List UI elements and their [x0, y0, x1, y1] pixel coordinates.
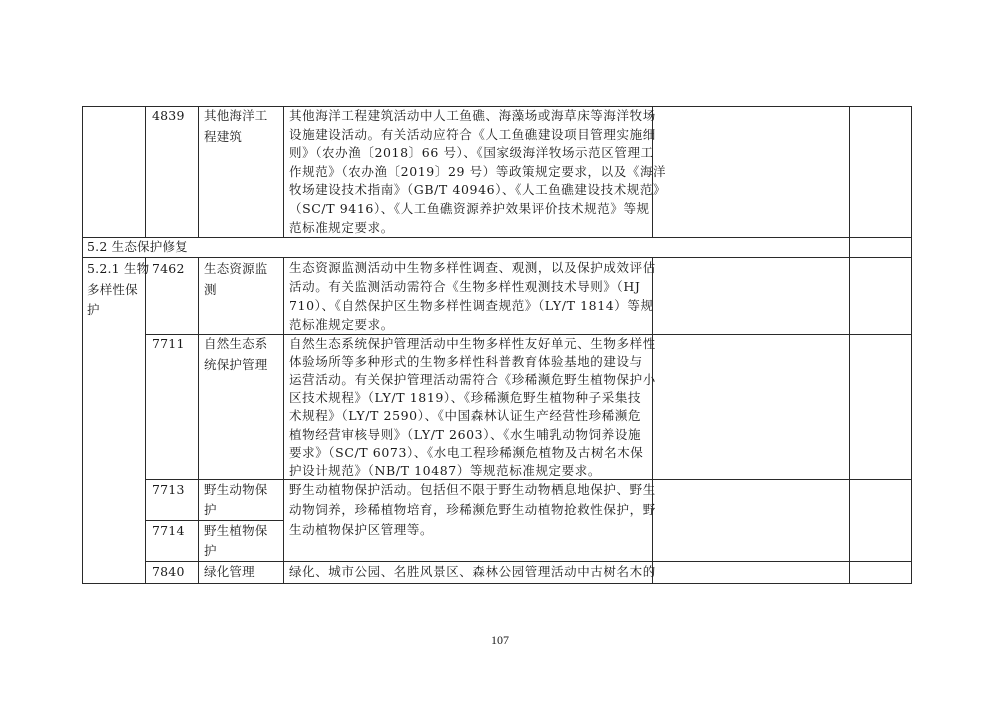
table-rule [849, 106, 850, 584]
industry-name: 自然生态系 [204, 336, 268, 351]
subsection-heading: 5.2.1 生物 [87, 261, 150, 276]
description-line: 则》（农办渔〔2018〕66 号）、《国家级海洋牧场示范区管理工 [289, 145, 654, 161]
description-line: 范标准规定要求。 [289, 219, 394, 235]
description-line: 动物饲养，珍稀植物培育，珍稀濒危野生动植物抢救性保护，野 [289, 502, 656, 517]
description-line: 区技术规程》（LY/T 1819）、《珍稀濒危野生植物种子采集技 [289, 390, 642, 406]
industry-code: 7714 [152, 523, 185, 538]
description-line: 其他海洋工程建筑活动中人工鱼礁、海藻场或海草床等海洋牧场 [289, 108, 656, 123]
table-rule [145, 106, 146, 238]
industry-name: 程建筑 [204, 128, 243, 144]
description-line: 生态资源监测活动中生物多样性调查、观测，以及保护成效评估 [289, 260, 656, 275]
description-line: 设施建设活动。有关活动应符合《人工鱼礁建设项目管理实施细 [289, 126, 656, 142]
industry-name: 野生动物保 [204, 482, 268, 497]
industry-name: 统保护管理 [204, 356, 268, 372]
table-rule [82, 237, 912, 238]
table-rule [198, 257, 199, 584]
description-line: 生动植物保护区管理等。 [289, 522, 434, 537]
subsection-heading: 多样性保 [87, 281, 138, 297]
description-line: 牧场建设技术指南》（GB/T 40946）、《人工鱼礁建设技术规范》 [289, 182, 667, 198]
industry-name: 绿化管理 [204, 564, 255, 579]
description-line: 术规程》（LY/T 2590）、《中国森林认证生产经营性珍稀濒危 [289, 408, 642, 424]
page-number: 107 [491, 633, 509, 647]
description-line: 体验场所等多种形式的生物多样性科普教育体验基地的建设与 [289, 354, 643, 370]
industry-name: 生态资源监 [204, 261, 268, 276]
section-heading: 5.2 生态保护修复 [87, 239, 188, 254]
description-line: 作规范》（农办渔〔2019〕29 号）等政策规定要求，以及《海洋 [289, 163, 667, 179]
description-line: （SC/T 9416）、《人工鱼礁资源养护效果评价技术规范》等规 [289, 201, 650, 216]
table-rule [283, 257, 284, 584]
industry-name: 野生植物保 [204, 523, 268, 538]
table-rule [283, 106, 284, 238]
table-rule [911, 106, 912, 584]
table-rule [198, 106, 199, 238]
industry-name: 护 [204, 502, 217, 517]
description-line: 范标准规定要求。 [289, 317, 394, 332]
industry-code: 7713 [152, 482, 185, 497]
description-line: 要求》（SC/T 6073）、《水电工程珍稀濒危植物及古树名木保 [289, 444, 644, 460]
description-line: 运营活动。有关保护管理活动需符合《珍稀濒危野生植物保护小 [289, 372, 656, 388]
industry-code: 7840 [152, 564, 185, 579]
industry-name: 其他海洋工 [204, 108, 268, 123]
description-line: 710）、《自然保护区生物多样性调查规范》（LY/T 1814）等规 [289, 298, 654, 313]
table-rule [145, 257, 146, 584]
subsection-heading: 护 [87, 302, 100, 317]
description-line: 护设计规范》（NB/T 10487）等规范标准规定要求。 [289, 462, 601, 478]
description-line: 活动。有关监测活动需符合《生物多样性观测技术导则》（HJ [289, 279, 641, 294]
industry-code: 7711 [152, 336, 185, 351]
industry-code: 4839 [152, 108, 185, 123]
industry-name: 测 [204, 281, 217, 297]
industry-code: 7462 [152, 261, 185, 276]
description-line: 自然生态系统保护管理活动中生物多样性友好单元、生物多样性 [289, 336, 656, 351]
description-line: 野生动植物保护活动。包括但不限于野生动物栖息地保护、野生 [289, 482, 656, 497]
industry-name: 护 [204, 543, 217, 558]
description-line: 绿化、城市公园、名胜风景区、森林公园管理活动中古树名木的 [289, 564, 656, 579]
table-rule [82, 106, 83, 584]
table-rule [82, 583, 912, 584]
description-line: 植物经营审核导则》（LY/T 2603）、《水生哺乳动物饲养设施 [289, 426, 642, 442]
